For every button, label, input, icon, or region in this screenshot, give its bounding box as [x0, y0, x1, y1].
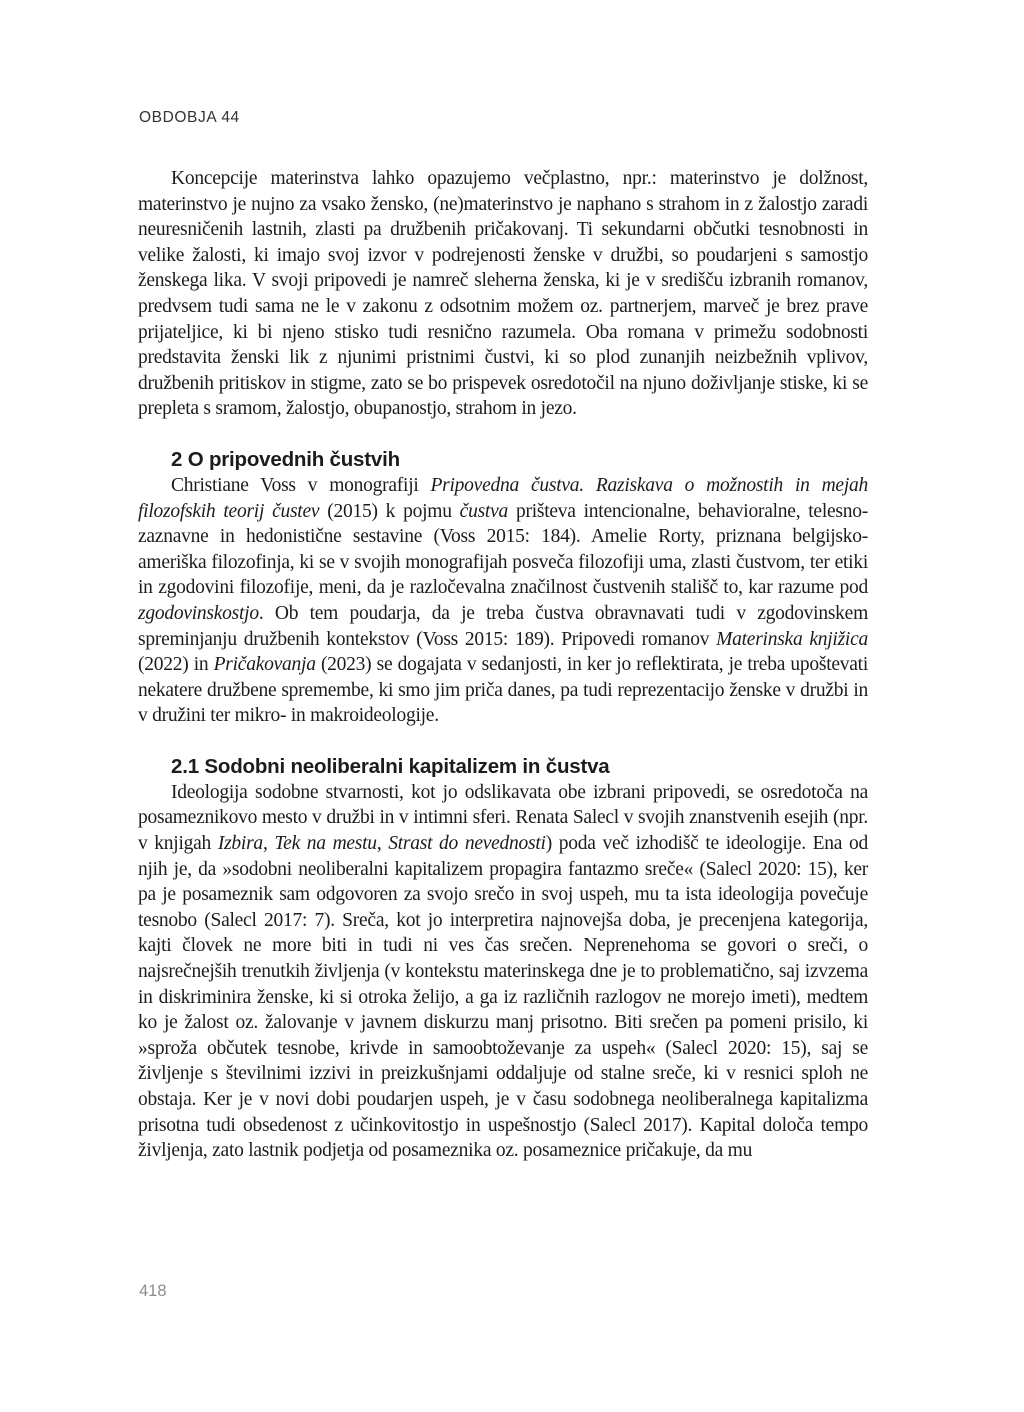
running-header: OBDOBJA 44 — [139, 109, 240, 126]
paragraph: Christiane Voss v monografiji Pripovedna čustva. Raziskava o možnostih in mejah filozofskih teorij čustev (2015) k pojmu čustva prišteva intencionalne, behavioralne, telesno-zaznavne in hedonistične sestavine (Voss 2015: 184). Amelie Rorty, priznana belgijsko-ameriška filozofinja, ki se v svojih monografijah posveča filozofiji uma, zlasti čustvom, ter etiki in zgodovini filozofije, meni, da je razločevalna značilnost čustvenih stališč to, kar razume pod zgodovinskostjo. Ob tem poudarja, da je treba čustva obravnavati tudi v zgodovinskem spreminjanju družbenih kontekstov (Voss 2015: 189). Pripovedi romanov Materinska knjižica (2022) in Pričakovanja (2023) se dogajata v sedanjosti, in ker jo reflektirata, je treba upoštevati nekatere družbene spremembe, ki smo jim priča danes, pa tudi reprezentacijo ženske v družbi in v družini ter mikro- in makroideologije. — [138, 474, 869, 727]
page-number: 418 — [139, 1282, 167, 1300]
paragraph: Koncepcije materinstva lahko opazujemo večplastno, npr.: materinstvo je dolžnost, materinstvo je nujno za vsako žensko, (ne)materinstvo je naphano s strahom in z žalostjo zaradi neuresničenih lastnih, zlasti pa družbenih pričakovanj. Ti sekundarni občutki tesnobnosti in velike žalosti, ki imajo svoj izvor v podrejenosti ženske v družbi, so poudarjeni s samostjo ženskega lika. V svoji pripovedi je namreč sleherna ženska, ki je v središču izbranih romanov, predvsem tudi sama ne le v zakonu z odsotnim možem oz. partnerjem, marveč je brez prave prijateljice, ki bi njeno stisko tudi resnično razumela. Oba romana v primežu sodobnosti predstavita ženski lik z njunimi pristnimi čustvi, ki so plod zunanjih neizbežnih vplivov, družbenih pritiskov in stigme, zato se bo prispevek osredotočil na njuno doživljanje stiske, ki se prepleta s sramom, žalostjo, obupanostjo, strahom in jezo. — [138, 168, 868, 420]
article-body — [138, 166, 868, 1164]
paragraph: Ideologija sodobne stvarnosti, kot jo odslikavata obe izbrani pripovedi, se osredotoča na posameznikovo mesto v družbi in v intimni sferi. Renata Salecl v svojih znanstvenih esejih (npr. v knjigah Izbira, Tek na mestu, Strast do nevednosti) poda več izhodišč te ideologije. Ena od njih je, da »sodobni neoliberalni kapitalizem propagira fantazmo sreče« (Salecl 2020: 15), ker pa je posameznik sam odgovoren za svojo srečo in svoj uspeh, mu ta ista ideologija povečuje tesnobo (Salecl 2017: 7). Sreča, kot jo interpretira najnovejša doba, je precenjena kategorija, kajti človek ne more biti in tudi ni ves čas srečen. Neprenehoma se govori o sreči, o najsrečnejših trenutkih življenja (v kontekstu materinskega dne je to problematično, saj izvzema in diskriminira ženske, ki si otroka želijo, a ga iz različnih razlogov ne morejo imeti), medtem ko je žalost oz. žalovanje v javnem diskurzu manj prisotno. Biti srečen pa pomeni prisilo, ki »sproža občutek tesnobe, krivde in samoobtoževanje za uspeh« (Salecl 2020: 15), saj se življenje s številnimi izzivi in preizkušnjami oddaljuje od stalne sreče, ki v resnici sploh ne obstaja. Ker je v novi dobi poudarjen uspeh, je v času sodobnega neoliberalnega kapitalizma prisotna tudi obsedenost z učinkovitostjo in uspešnostjo (Salecl 2017). Kapital določa tempo življenja, zato lastnik podjetja od posameznika oz. posameznice pričakuje, da mu — [138, 781, 868, 1162]
section-heading-2-1: 2.1 Sodobni neoliberalni kapitalizem in čustva — [171, 754, 610, 778]
section-heading-2: 2 O pripovednih čustvih — [171, 447, 400, 471]
